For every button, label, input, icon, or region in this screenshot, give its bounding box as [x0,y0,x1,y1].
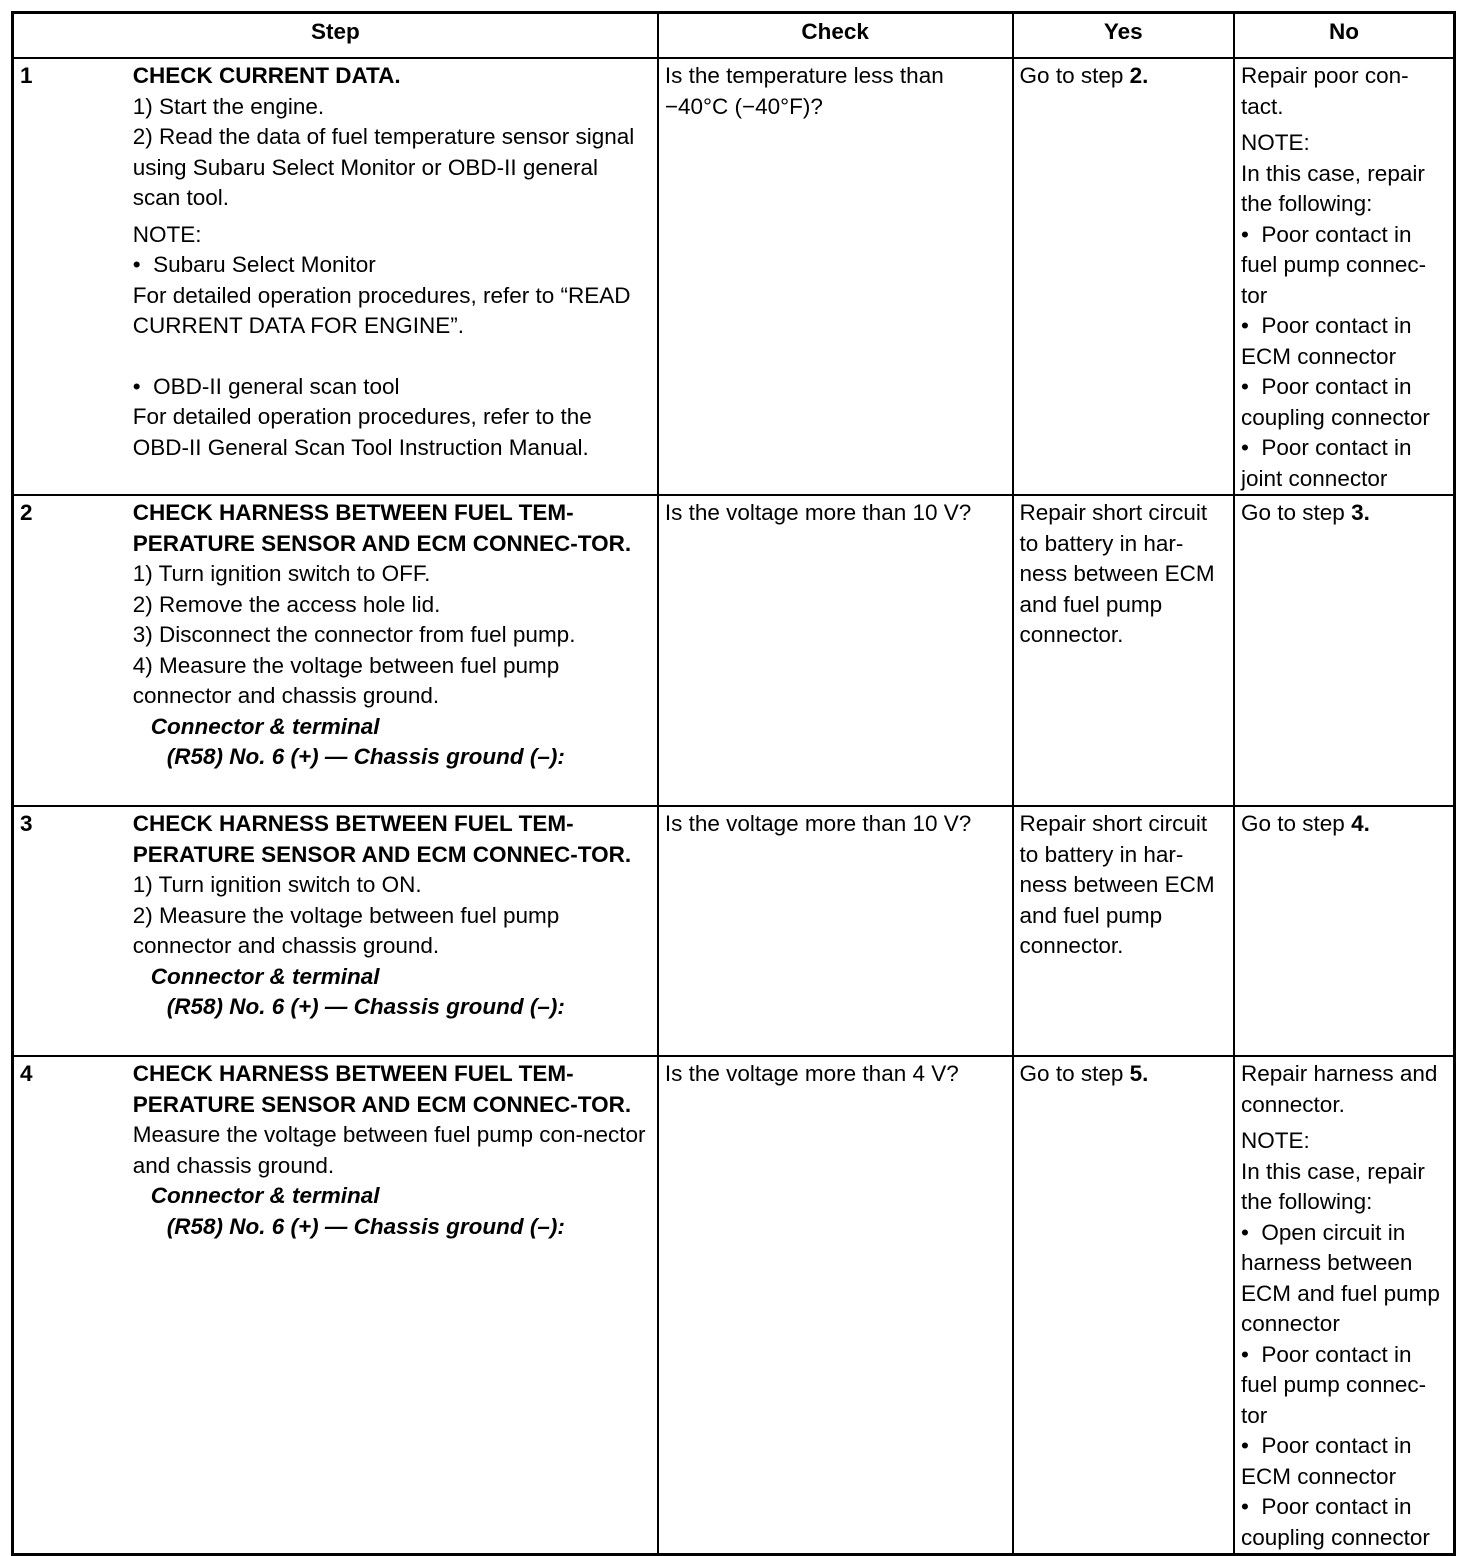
no-note-intro: In this case, repair the following: [1241,1158,1425,1214]
step-number: 4 [13,1056,133,1555]
yes-cell: Repair short circuit to battery in har-ness between ECM and fuel pump connector. [1013,495,1234,806]
table-row [13,58,1455,495]
no-bullet: • Poor contact in fuel pump connec-tor [1241,1340,1447,1432]
step-line: 1) Turn ignition switch to OFF. [132,561,431,586]
yes-prefix: Go to step [1019,1061,1130,1086]
step-line: 1) Start the engine. [132,93,325,119]
yes-prefix: Go to step [1019,63,1130,88]
connector-label: Connector & terminal [150,963,380,989]
connector-label: Connector & terminal [150,1183,380,1208]
no-note-intro: In this case, repair the following: [1241,160,1425,216]
step-title: CHECK HARNESS BETWEEN FUEL TEM-PERATURE SENSOR AND ECM CONNEC-TOR. [132,1061,632,1117]
step-line: 2) Measure the voltage between fuel pump connector and chassis ground. [132,902,560,958]
yes-cell: Repair short circuit to battery in har-ness between ECM and fuel pump connector. [1013,806,1234,1056]
table-row [13,1056,1455,1555]
note-bullet: • Subaru Select Monitor [133,250,651,281]
note-text: For detailed operation procedures, refer to “READ CURRENT DATA FOR ENGINE”. [132,282,631,338]
step-cell [133,1056,658,1555]
step-cell [133,806,658,1056]
step-line: 2) Remove the access hole lid. [132,591,441,617]
no-header: No [1234,13,1455,59]
step-title: CHECK HARNESS BETWEEN FUEL TEM-PERATURE SENSOR AND ECM CONNEC-TOR. [132,811,632,867]
step-line: 3) Disconnect the connector from fuel pump. [132,622,576,647]
step-cell [133,495,658,806]
no-cell [1234,1056,1455,1555]
yes-step-ref: 5. [1129,1061,1149,1086]
step-title: CHECK HARNESS BETWEEN FUEL TEM-PERATURE SENSOR AND ECM CONNEC-TOR. [132,500,632,556]
no-step-ref: 3. [1351,500,1370,525]
step-line: 1) Turn ignition switch to ON. [132,872,422,897]
connector-value: (R58) No. 6 (+) — Chassis ground (–): [166,994,565,1019]
yes-cell [1013,58,1234,495]
check-cell: Is the voltage more than 4 V? [658,1056,1013,1555]
no-bullet: • Poor contact in ECM connector [1241,1431,1447,1492]
step-line: Measure the voltage between fuel pump con-nector and chassis ground. [132,1122,646,1178]
step-number: 3 [13,806,133,1056]
step-cell [133,58,658,495]
no-prefix: Go to step [1241,500,1352,525]
no-bullet: • Poor contact in ECM connector [1241,311,1447,372]
check-cell: Is the temperature less than −40°C (−40°F)? [658,58,1013,495]
connector-value: (R58) No. 6 (+) — Chassis ground (–): [166,744,565,769]
note-bullet: • OBD-II general scan tool [133,372,651,403]
check-cell: Is the voltage more than 10 V? [658,495,1013,806]
no-text: Repair poor con-tact. [1241,63,1409,119]
no-step-ref: 4. [1351,811,1370,836]
table-row [13,495,1455,806]
no-cell [1234,806,1455,1056]
table-row [13,806,1455,1056]
no-bullet: • Poor contact in joint connector [1241,433,1447,494]
no-bullet: • Open circuit in harness between ECM and fuel pump connector [1241,1218,1447,1340]
no-bullet: • Poor contact in coupling connector [1241,1492,1447,1553]
yes-header: Yes [1013,13,1234,59]
yes-step-ref: 2. [1129,63,1149,88]
no-cell [1234,58,1455,495]
step-header: Step [13,13,658,59]
note-text: For detailed operation procedures, refer to the OBD-II General Scan Tool Instruction Manual. [132,404,592,460]
no-note-label: NOTE: [1241,130,1310,155]
no-bullet: • Poor contact in coupling connector [1241,372,1447,433]
step-title: CHECK CURRENT DATA. [132,63,401,88]
no-bullet: • Poor contact in fuel pump connec-tor [1241,220,1447,312]
check-cell: Is the voltage more than 10 V? [658,806,1013,1056]
header-row [13,13,1455,59]
connector-label: Connector & terminal [150,713,380,739]
diagnostic-table [11,11,1456,1556]
no-cell [1234,495,1455,806]
yes-cell [1013,1056,1234,1555]
connector-value: (R58) No. 6 (+) — Chassis ground (–): [166,1213,565,1239]
step-number: 1 [13,58,133,495]
check-header: Check [658,13,1013,59]
no-note-label: NOTE: [1241,1128,1310,1153]
step-number: 2 [13,495,133,806]
step-line: 4) Measure the voltage between fuel pump connector and chassis ground. [132,652,560,708]
no-text: Repair harness and connector. [1241,1061,1438,1117]
note-label: NOTE: [132,221,202,247]
step-line: 2) Read the data of fuel temperature sensor signal using Subaru Select Monitor or OBD-II general scan tool. [132,124,635,210]
no-prefix: Go to step [1241,811,1352,836]
